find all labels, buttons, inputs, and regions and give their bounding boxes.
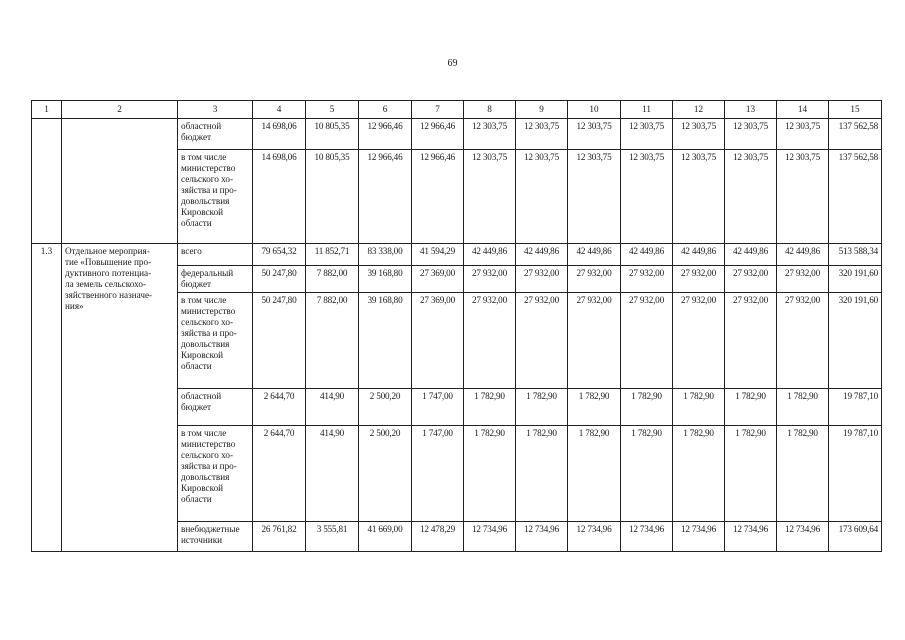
value-cell: 12 966,46	[412, 119, 464, 150]
value-cell: 27 932,00	[516, 293, 568, 389]
value-cell: 42 449,86	[777, 244, 829, 266]
value-cell: 12 966,46	[359, 150, 412, 244]
value-cell: 12 734,96	[673, 522, 725, 552]
table-row	[32, 244, 882, 266]
value-cell: 27 932,00	[673, 293, 725, 389]
value-cell: 27 932,00	[516, 266, 568, 293]
value-cell: 27 932,00	[464, 266, 516, 293]
value-cell: 7 882,00	[306, 266, 359, 293]
value-cell: 12 966,46	[412, 150, 464, 244]
value-cell: 12 303,75	[673, 150, 725, 244]
value-cell: 10 805,35	[306, 119, 359, 150]
value-cell: 1 782,90	[516, 426, 568, 522]
value-cell: 41 669,00	[359, 522, 412, 552]
value-cell: 1 782,90	[673, 389, 725, 426]
value-cell: 3 555,81	[306, 522, 359, 552]
total-value-cell: 19 787,10	[829, 426, 882, 522]
funding-source-cell: в том числе министерство сельского хо- зяйства и про- довольствия Кировской области	[178, 293, 253, 389]
value-cell: 12 734,96	[777, 522, 829, 552]
value-cell: 2 500,20	[359, 426, 412, 522]
value-cell: 12 303,75	[725, 150, 777, 244]
value-cell: 12 734,96	[464, 522, 516, 552]
value-cell: 1 782,90	[464, 389, 516, 426]
value-cell: 12 734,96	[621, 522, 673, 552]
funding-source-cell: федеральный бюджет	[178, 266, 253, 293]
item-name-cell	[62, 119, 178, 244]
header-cell: 12	[673, 101, 725, 119]
value-cell: 12 303,75	[568, 119, 621, 150]
value-cell: 12 303,75	[621, 119, 673, 150]
value-cell: 42 449,86	[673, 244, 725, 266]
value-cell: 12 303,75	[568, 150, 621, 244]
value-cell: 42 449,86	[568, 244, 621, 266]
value-cell: 1 782,90	[777, 389, 829, 426]
header-cell: 2	[62, 101, 178, 119]
budget-table	[31, 100, 882, 552]
value-cell: 27 369,00	[412, 266, 464, 293]
header-cell: 14	[777, 101, 829, 119]
value-cell: 27 932,00	[725, 293, 777, 389]
total-value-cell: 513 588,34	[829, 244, 882, 266]
value-cell: 27 932,00	[621, 266, 673, 293]
value-cell: 14 698,06	[253, 119, 306, 150]
value-cell: 1 782,90	[725, 426, 777, 522]
funding-source-cell: всего	[178, 244, 253, 266]
funding-source-cell: областной бюджет	[178, 389, 253, 426]
funding-source-cell: в том числе министерство сельского хо- зяйства и про- довольствия Кировской области	[178, 150, 253, 244]
header-cell: 6	[359, 101, 412, 119]
header-cell: 13	[725, 101, 777, 119]
value-cell: 83 338,00	[359, 244, 412, 266]
value-cell: 12 303,75	[725, 119, 777, 150]
value-cell: 42 449,86	[621, 244, 673, 266]
value-cell: 12 303,75	[464, 119, 516, 150]
value-cell: 27 932,00	[777, 266, 829, 293]
item-number-cell: 1.3	[32, 244, 62, 552]
header-cell: 3	[178, 101, 253, 119]
value-cell: 1 782,90	[621, 389, 673, 426]
item-name-cell: Отдельное мероприя- тие «Повышение про- дуктивного потенциа- ла земель сельскохо- зяйственного назначе- ния»	[62, 244, 178, 552]
value-cell: 12 303,75	[516, 150, 568, 244]
value-cell: 7 882,00	[306, 293, 359, 389]
value-cell: 2 644,70	[253, 426, 306, 522]
value-cell: 50 247,80	[253, 293, 306, 389]
value-cell: 1 747,00	[412, 426, 464, 522]
table-row	[32, 119, 882, 150]
header-cell: 11	[621, 101, 673, 119]
funding-source-cell: внебюджетные источники	[178, 522, 253, 552]
total-value-cell: 173 609,64	[829, 522, 882, 552]
value-cell: 12 303,75	[516, 119, 568, 150]
header-cell: 4	[253, 101, 306, 119]
value-cell: 27 932,00	[673, 266, 725, 293]
value-cell: 1 747,00	[412, 389, 464, 426]
value-cell: 1 782,90	[725, 389, 777, 426]
value-cell: 14 698,06	[253, 150, 306, 244]
funding-source-cell: областной бюджет	[178, 119, 253, 150]
value-cell: 414,90	[306, 389, 359, 426]
total-value-cell: 320 191,60	[829, 293, 882, 389]
value-cell: 1 782,90	[568, 426, 621, 522]
value-cell: 12 303,75	[673, 119, 725, 150]
value-cell: 11 852,71	[306, 244, 359, 266]
value-cell: 12 303,75	[621, 150, 673, 244]
value-cell: 27 932,00	[568, 266, 621, 293]
value-cell: 39 168,80	[359, 293, 412, 389]
header-cell: 9	[516, 101, 568, 119]
value-cell: 27 932,00	[725, 266, 777, 293]
value-cell: 12 303,75	[464, 150, 516, 244]
header-cell: 8	[464, 101, 516, 119]
value-cell: 1 782,90	[464, 426, 516, 522]
value-cell: 27 369,00	[412, 293, 464, 389]
value-cell: 27 932,00	[621, 293, 673, 389]
value-cell: 12 966,46	[359, 119, 412, 150]
value-cell: 10 805,35	[306, 150, 359, 244]
value-cell: 2 500,20	[359, 389, 412, 426]
value-cell: 414,90	[306, 426, 359, 522]
total-value-cell: 137 562,58	[829, 150, 882, 244]
value-cell: 1 782,90	[621, 426, 673, 522]
value-cell: 26 761,82	[253, 522, 306, 552]
value-cell: 1 782,90	[568, 389, 621, 426]
value-cell: 12 303,75	[777, 119, 829, 150]
value-cell: 27 932,00	[568, 293, 621, 389]
value-cell: 12 303,75	[777, 150, 829, 244]
header-cell: 10	[568, 101, 621, 119]
value-cell: 1 782,90	[673, 426, 725, 522]
value-cell: 41 594,29	[412, 244, 464, 266]
value-cell: 1 782,90	[516, 389, 568, 426]
value-cell: 42 449,86	[464, 244, 516, 266]
value-cell: 27 932,00	[777, 293, 829, 389]
value-cell: 12 734,96	[725, 522, 777, 552]
value-cell: 42 449,86	[516, 244, 568, 266]
table-body	[32, 119, 882, 552]
header-row	[32, 101, 882, 119]
value-cell: 12 478,29	[412, 522, 464, 552]
value-cell: 79 654,32	[253, 244, 306, 266]
value-cell: 1 782,90	[777, 426, 829, 522]
value-cell: 42 449,86	[725, 244, 777, 266]
item-number-cell	[32, 119, 62, 244]
funding-source-cell: в том числе министерство сельского хо- зяйства и про- довольствия Кировской области	[178, 426, 253, 522]
value-cell: 12 734,96	[568, 522, 621, 552]
header-cell: 1	[32, 101, 62, 119]
header-cell: 15	[829, 101, 882, 119]
header-cell: 5	[306, 101, 359, 119]
value-cell: 12 734,96	[516, 522, 568, 552]
total-value-cell: 137 562,58	[829, 119, 882, 150]
value-cell: 2 644,70	[253, 389, 306, 426]
value-cell: 50 247,80	[253, 266, 306, 293]
header-cell: 7	[412, 101, 464, 119]
total-value-cell: 320 191,60	[829, 266, 882, 293]
page-number: 69	[447, 58, 458, 69]
value-cell: 27 932,00	[464, 293, 516, 389]
total-value-cell: 19 787,10	[829, 389, 882, 426]
value-cell: 39 168,80	[359, 266, 412, 293]
